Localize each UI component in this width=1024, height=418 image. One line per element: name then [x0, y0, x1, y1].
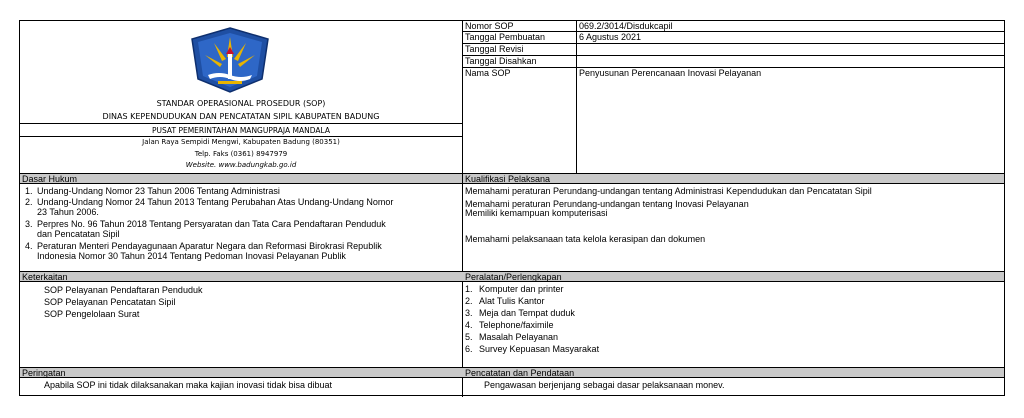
header-divider-2 [20, 136, 462, 137]
identity-label-nomor: Nomor SOP [465, 21, 514, 31]
office-name: PUSAT PEMERINTAHAN MANGUPRAJA MANDALA [152, 126, 330, 135]
list-number: 3. [465, 308, 473, 318]
band-keterkaitan [20, 271, 1004, 282]
keterkaitan-item: SOP Pelayanan Pendaftaran Penduduk [44, 285, 203, 295]
identity-label-revisi: Tanggal Revisi [465, 44, 524, 54]
band-divider [462, 173, 463, 184]
sop-document [19, 20, 1005, 396]
list-text: Meja dan Tempat duduk [479, 308, 575, 318]
list-number: 2. [465, 296, 473, 306]
dasar-hukum-list [25, 185, 460, 271]
list-text: Indonesia Nomor 30 Tahun 2014 Tentang Pedoman Inovasi Pelayanan Publik [37, 251, 346, 261]
identity-value-pembuatan: 6 Agustus 2021 [579, 32, 642, 42]
list-text: dan Pencatatan Sipil [37, 229, 120, 239]
peringatan-text: Apabila SOP ini tidak dilaksanakan maka kajian inovasi tidak bisa dibuat [44, 380, 333, 390]
heading-pencatatan: Pencatatan dan Pendataan [465, 368, 575, 378]
heading-keterkaitan: Keterkaitan [22, 272, 68, 282]
identity-label-pembuatan: Tanggal Pembuatan [465, 32, 546, 42]
list-text: Telephone/faximile [479, 320, 554, 330]
list-number: 4. [465, 320, 473, 330]
office-phone: Telp. Faks (0361) 8947979 [194, 150, 288, 158]
header-divider-1 [20, 123, 462, 124]
list-number: 6. [465, 344, 473, 354]
header-left [20, 21, 462, 173]
list-text: Peraturan Menteri Pendayagunaan Aparatur Negara dan Reformasi Birokrasi Republik [37, 241, 382, 251]
kualifikasi-item: Memahami peraturan Perundang-undangan tentang Inovasi Pelayanan [465, 199, 749, 209]
list-text: Undang-Undang Nomor 23 Tahun 2006 Tentang Administrasi [37, 186, 280, 196]
identity-row-line [463, 55, 1004, 56]
peralatan-list [465, 283, 1001, 355]
list-text: Alat Tulis Kantor [479, 296, 545, 306]
identity-label-disahkan: Tanggal Disahkan [465, 56, 537, 66]
list-number: 4. [25, 241, 33, 251]
identity-label-nama: Nama SOP [465, 68, 511, 78]
office-address: Jalan Raya Sempidi Mengwi, Kabupaten Badung (80351) [142, 138, 340, 146]
regency-logo [188, 27, 272, 93]
list-text: Masalah Pelayanan [479, 332, 559, 342]
kualifikasi-item: Memiliki kemampuan komputerisasi [465, 208, 608, 218]
agency-name: DINAS KEPENDUDUKAN DAN PENCATATAN SIPIL KABUPATEN BADUNG [102, 112, 380, 121]
heading-peralatan: Peralatan/Perlengkapan [465, 272, 562, 282]
heading-peringatan: Peringatan [22, 368, 66, 378]
heading-kualifikasi: Kualifikasi Pelaksana [465, 174, 551, 184]
list-text: Komputer dan printer [479, 284, 564, 294]
sop-title: STANDAR OPERASIONAL PROSEDUR (SOP) [156, 99, 326, 108]
identity-table [463, 21, 1004, 173]
office-website: Website. www.badungkab.go.id [185, 161, 297, 169]
kualifikasi-list [465, 185, 1001, 271]
keterkaitan-item: SOP Pelayanan Pencatatan Sipil [44, 297, 176, 307]
band-peringatan [20, 367, 1004, 378]
identity-row-line [463, 43, 1004, 44]
band-dasar-hukum [20, 173, 1004, 184]
pencatatan-text: Pengawasan berjenjang sebagai dasar pelaksanaan monev. [484, 380, 725, 390]
list-text: 23 Tahun 2006. [37, 207, 99, 217]
list-number: 1. [465, 284, 473, 294]
kualifikasi-item: Memahami pelaksanaan tata kelola kerasipan dan dokumen [465, 234, 706, 244]
list-number: 5. [465, 332, 473, 342]
identity-value-nomor: 069.2/3014/Disdukcapil [579, 21, 673, 31]
list-text: Perpres No. 96 Tahun 2018 Tentang Persyaratan dan Tata Cara Pendaftaran Penduduk [37, 219, 386, 229]
heading-dasar-hukum: Dasar Hukum [22, 174, 78, 184]
list-number: 3. [25, 219, 33, 229]
list-number: 2. [25, 197, 33, 207]
keterkaitan-item: SOP Pengelolaan Surat [44, 309, 140, 319]
kualifikasi-item: Memahami peraturan Perundang-undangan tentang Administrasi Kependudukan dan Pencatatan Sipil [465, 186, 872, 196]
list-number: 1. [25, 186, 33, 196]
identity-value-nama: Penyusunan Perencanaan Inovasi Pelayanan [579, 68, 762, 78]
list-text: Survey Kepuasan Masyarakat [479, 344, 600, 354]
list-text: Undang-Undang Nomor 24 Tahun 2013 Tentang Perubahan Atas Undang-Undang Nomor [37, 197, 394, 207]
